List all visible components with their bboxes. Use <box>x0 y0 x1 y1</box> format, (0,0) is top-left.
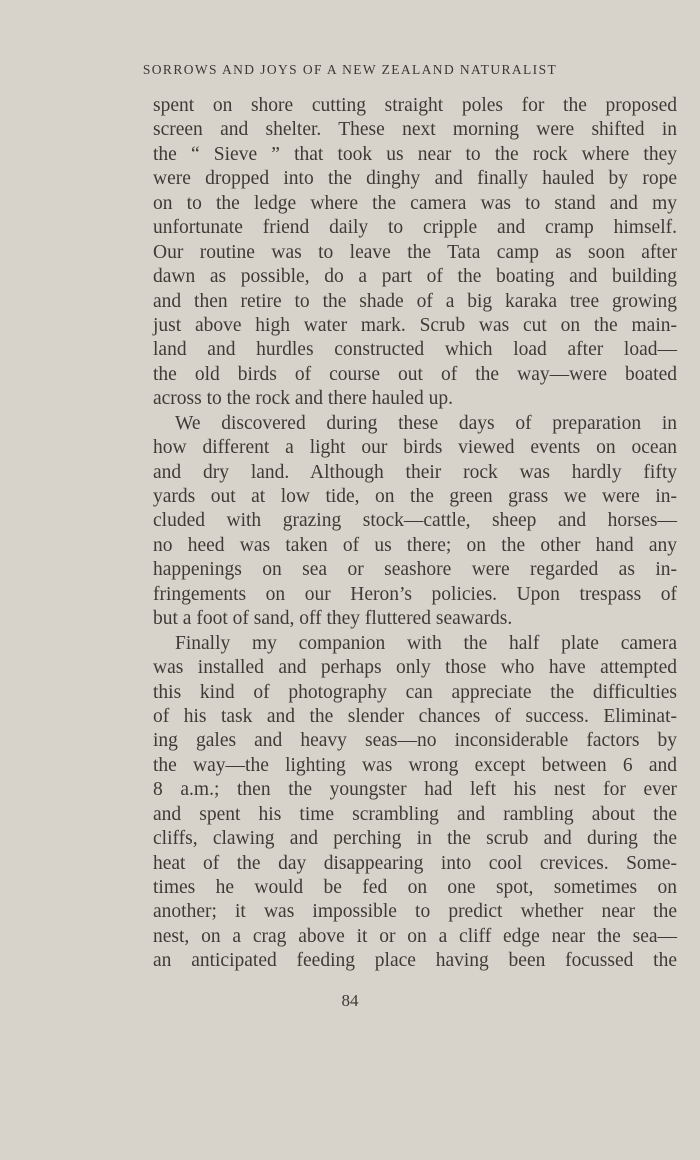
text-line: Our routine was to leave the Tata camp as soon after <box>153 241 677 263</box>
text-line: and spent his time scrambling and rambling about the <box>153 803 677 825</box>
text-line: an anticipated feeding place having been focussed the <box>153 950 677 972</box>
text-line: the way—the lighting was wrong except between 6 and <box>153 754 677 776</box>
text-line: fringements on our Heron’s policies. Upon trespass of <box>153 583 677 605</box>
text-line: times he would be fed on one spot, sometimes on <box>153 877 677 898</box>
text-line: was installed and perhaps only those who have attempted <box>153 657 677 679</box>
text-line: ing gales and heavy seas—no inconsiderable factors by <box>153 730 677 752</box>
text-line: cliffs, clawing and perching in the scrub and during the <box>153 828 677 850</box>
text-line: dawn as possible, do a part of the boating and building <box>153 266 677 288</box>
text-line: this kind of photography can appreciate the difficulties <box>153 681 677 703</box>
running-head: SORROWS AND JOYS OF A NEW ZEALAND NATURALIST <box>142 62 558 77</box>
text-line: were dropped into the dinghy and finally hauled by rope <box>153 168 677 190</box>
text-line: screen and shelter. These next morning were shifted in <box>153 119 677 141</box>
text-line: cluded with grazing stock—cattle, sheep and horses— <box>153 510 677 532</box>
text-line: another; it was impossible to predict whether near the <box>153 901 677 923</box>
text-line: 8 a.m.; then the youngster had left his nest for ever <box>153 779 677 801</box>
text-line: on to the ledge where the camera was to stand and my <box>153 192 677 214</box>
text-line: no heed was taken of us there; on the other hand any <box>153 534 677 556</box>
paragraph-first-line: Finally my companion with the half plate camera <box>175 632 677 654</box>
paragraph-last-line: but a foot of sand, off they fluttered seawards. <box>153 608 513 630</box>
text-line: nest, on a crag above it or on a cliff edge near the sea— <box>153 925 677 947</box>
text-line: how different a light our birds viewed events on ocean <box>153 437 677 459</box>
text-line: and dry land. Although their rock was hardly fifty <box>153 461 677 483</box>
paragraph-last-line: across to the rock and there hauled up. <box>153 388 453 410</box>
text-line: and then retire to the shade of a big karaka tree growing <box>153 290 677 312</box>
text-line: yards out at low tide, on the green grass we were in- <box>153 486 677 507</box>
body-text <box>153 94 677 974</box>
text-line: the old birds of course out of the way—were boated <box>153 363 677 385</box>
text-line: the “ Sieve ” that took us near to the rock where they <box>153 143 677 165</box>
text-line: happenings on sea or seashore were regarded as in- <box>153 559 677 581</box>
text-line: land and hurdles constructed which load after load— <box>153 339 677 361</box>
page-number: 84 <box>341 991 359 1010</box>
text-line: heat of the day disappearing into cool crevices. Some- <box>153 852 677 874</box>
text-line: spent on shore cutting straight poles for the proposed <box>153 95 677 116</box>
text-line: unfortunate friend daily to cripple and cramp himself. <box>153 217 677 239</box>
text-line: just above high water mark. Scrub was cut on the main- <box>153 314 677 336</box>
text-line: of his task and the slender chances of success. Eliminat- <box>153 705 677 727</box>
paragraph-first-line: We discovered during these days of preparation in <box>175 412 677 434</box>
